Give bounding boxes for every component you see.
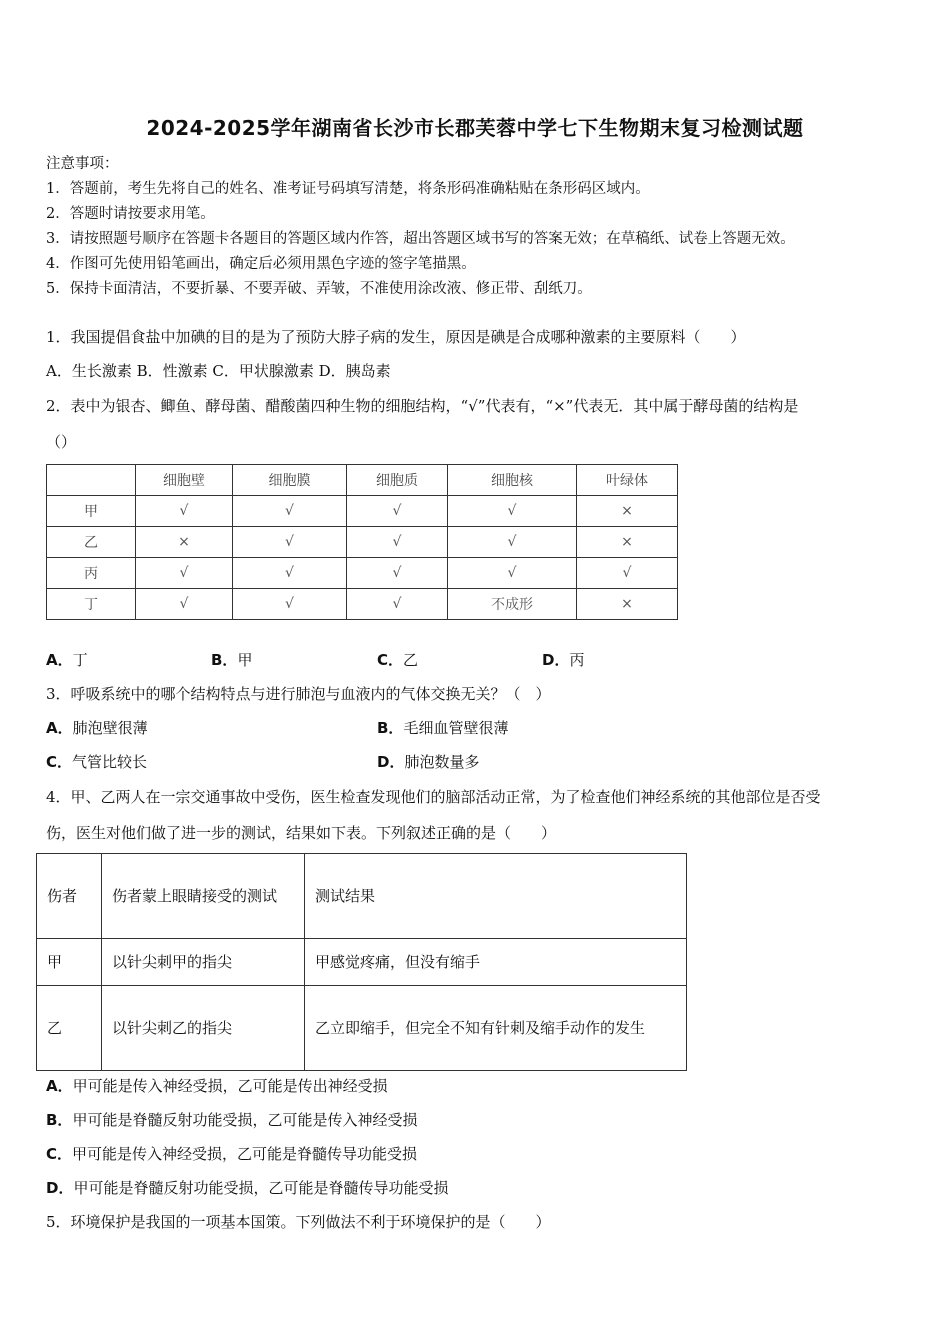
- table-header-cell: 细胞膜: [233, 465, 347, 496]
- option-letter: B．: [211, 651, 238, 669]
- table-header-row: [47, 465, 678, 496]
- table-cell: √: [347, 589, 448, 620]
- option-letter: B．: [46, 1111, 73, 1129]
- q2-stem-cont: （）: [46, 433, 77, 451]
- notice-item: 3．请按照题号顺序在答题卡各题目的答题区域内作答，超出答题区域书写的答案无效；在草稿纸、试卷上答题无效。: [46, 231, 795, 247]
- option-letter: B．: [377, 719, 404, 737]
- q1-options: A．生长激素 B．性激素 C．甲状腺激素 D．胰岛素: [46, 362, 391, 380]
- option-text: 丁: [72, 651, 88, 669]
- table-row: [47, 589, 678, 620]
- q2-option-b: [211, 649, 252, 670]
- q3-option-c: [46, 751, 147, 772]
- notice-heading: 注意事项：: [46, 156, 119, 172]
- table-header-cell: 伤者蒙上眼睛接受的测试: [102, 854, 305, 939]
- table-row: [47, 527, 678, 558]
- q4-option-d: [46, 1177, 448, 1198]
- q2-option-a: [46, 649, 88, 670]
- table-cell: ×: [577, 527, 678, 558]
- option-text: 肺泡壁很薄: [72, 719, 148, 737]
- q4-stem: 4．甲、乙两人在一宗交通事故中受伤，医生检查发现他们的脑部活动正常，为了检查他们神经系统的其他部位是否受: [46, 788, 821, 806]
- q4-test-table: [36, 853, 687, 1071]
- q2-option-d: [542, 649, 584, 670]
- table-row: [47, 496, 678, 527]
- table-cell: √: [233, 527, 347, 558]
- table-cell: ×: [136, 527, 233, 558]
- option-text: 毛细血管壁很薄: [403, 719, 509, 737]
- table-cell: √: [577, 558, 678, 589]
- table-cell: √: [448, 496, 577, 527]
- table-cell: √: [233, 496, 347, 527]
- table-cell: 甲: [37, 939, 102, 986]
- option-text: 丙: [569, 651, 585, 669]
- table-header-row: [37, 854, 687, 939]
- table-cell: √: [233, 558, 347, 589]
- table-cell: √: [233, 589, 347, 620]
- table-header-cell: 细胞核: [448, 465, 577, 496]
- q5-stem: 5．环境保护是我国的一项基本国策。下列做法不利于环境保护的是（ ）: [46, 1213, 551, 1231]
- option-letter: D．: [377, 753, 405, 771]
- table-cell: 不成形: [448, 589, 577, 620]
- table-cell: 以针尖刺甲的指尖: [102, 939, 305, 986]
- q4-stem-cont: 伤，医生对他们做了进一步的测试，结果如下表。下列叙述正确的是（ ）: [46, 824, 557, 842]
- option-text: 甲可能是脊髓反射功能受损，乙可能是脊髓传导功能受损: [73, 1179, 449, 1197]
- table-cell: √: [448, 558, 577, 589]
- table-cell: √: [136, 589, 233, 620]
- table-cell: √: [136, 558, 233, 589]
- table-cell: ×: [577, 496, 678, 527]
- table-cell: 甲: [47, 496, 136, 527]
- q1-stem: 1．我国提倡食盐中加碘的目的是为了预防大脖子病的发生，原因是碘是合成哪种激素的主要原料（ ）: [46, 328, 746, 346]
- q3-option-b: [377, 717, 508, 738]
- option-letter: C．: [46, 753, 73, 771]
- q2-cell-structure-table: [46, 464, 678, 620]
- table-header-cell: 测试结果: [305, 854, 687, 939]
- option-text: 气管比较长: [72, 753, 148, 771]
- table-cell: ×: [577, 589, 678, 620]
- table-cell: √: [347, 496, 448, 527]
- table-header-cell: 叶绿体: [577, 465, 678, 496]
- option-text: 甲可能是传入神经受损，乙可能是脊髓传导功能受损: [72, 1145, 418, 1163]
- option-letter: A．: [46, 1077, 73, 1095]
- q4-option-b: [46, 1109, 417, 1130]
- option-text: 甲可能是传入神经受损，乙可能是传出神经受损: [72, 1077, 388, 1095]
- table-header-cell: 伤者: [37, 854, 102, 939]
- table-cell: 甲感觉疼痛，但没有缩手: [305, 939, 687, 986]
- notice-item: 1．答题前，考生先将自己的姓名、准考证号码填写清楚，将条形码准确粘贴在条形码区域内。: [46, 181, 650, 197]
- option-text: 甲可能是脊髓反射功能受损，乙可能是传入神经受损: [72, 1111, 418, 1129]
- table-cell: √: [448, 527, 577, 558]
- table-row: [37, 986, 687, 1071]
- notice-item: 2．答题时请按要求用笔。: [46, 206, 215, 222]
- table-cell: 丙: [47, 558, 136, 589]
- q3-option-a: [46, 717, 148, 738]
- table-cell: 乙: [47, 527, 136, 558]
- table-cell: √: [347, 558, 448, 589]
- table-cell: 以针尖刺乙的指尖: [102, 986, 305, 1071]
- option-text: 乙: [403, 651, 419, 669]
- table-row: [37, 939, 687, 986]
- q3-stem: 3．呼吸系统中的哪个结构特点与进行肺泡与血液内的气体交换无关？（ ）: [46, 685, 551, 703]
- notice-item: 5．保持卡面清洁，不要折暴、不要弄破、弄皱，不准使用涂改液、修正带、刮纸刀。: [46, 281, 592, 297]
- notice-item: 4．作图可先使用铅笔画出，确定后必须用黑色字迹的签字笔描黑。: [46, 256, 476, 272]
- option-letter: D．: [46, 1179, 74, 1197]
- table-cell: 丁: [47, 589, 136, 620]
- option-text: 肺泡数量多: [404, 753, 480, 771]
- q2-stem: 2．表中为银杏、鲫鱼、酵母菌、醋酸菌四种生物的细胞结构，“√”代表有，“×”代表无．其中属于酵母菌的结构是: [46, 397, 799, 415]
- q4-option-a: [46, 1075, 388, 1096]
- option-letter: D．: [542, 651, 570, 669]
- table-header-cell: 细胞质: [347, 465, 448, 496]
- option-letter: A．: [46, 719, 73, 737]
- table-header-cell: 细胞壁: [136, 465, 233, 496]
- q2-option-c: [377, 649, 418, 670]
- table-cell: 乙立即缩手，但完全不知有针刺及缩手动作的发生: [305, 986, 687, 1071]
- page-title: 2024-2025学年湖南省长沙市长郡芙蓉中学七下生物期末复习检测试题: [146, 116, 804, 140]
- table-row: [47, 558, 678, 589]
- option-letter: A．: [46, 651, 73, 669]
- option-letter: C．: [377, 651, 404, 669]
- table-cell: √: [136, 496, 233, 527]
- q3-option-d: [377, 751, 479, 772]
- table-header-cell: [47, 465, 136, 496]
- option-letter: C．: [46, 1145, 73, 1163]
- option-text: 甲: [237, 651, 253, 669]
- q4-option-c: [46, 1143, 417, 1164]
- table-cell: √: [347, 527, 448, 558]
- table-cell: 乙: [37, 986, 102, 1071]
